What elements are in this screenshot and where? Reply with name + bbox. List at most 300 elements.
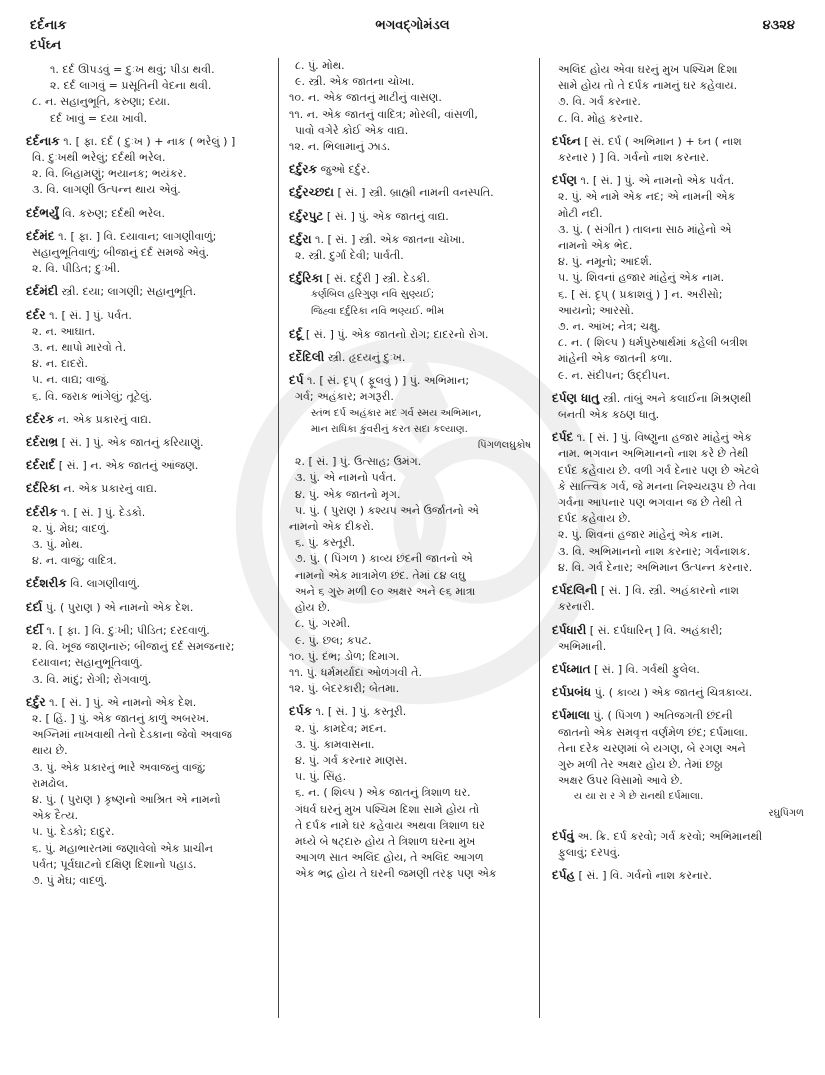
definition-text: ૪. પું. એક જાતનો મૃગ. (295, 487, 401, 501)
definition-text: વિ. કરુણ; દર્દથી ભરેલ. (58, 206, 165, 220)
definition-text: ૧. [ સં. ] પું. એ નામનો એક પર્વત. (576, 174, 735, 188)
headword: દર્દભર્યું (26, 205, 59, 220)
definition-text: ય યા રા ર ગે છે રાનથી દર્પમાલા. (574, 791, 704, 803)
definition-text: ૪. પું. ( પુરાણ ) કૃષ્ણનો આશ્રિત એ નામનો (32, 792, 221, 806)
dictionary-entry (289, 208, 531, 225)
definition-text: ૧૧. ન. એક જાતનું વાદિત્ર; મોરલી, વાંસળી, (289, 107, 478, 121)
headword: દર્દી (26, 622, 43, 637)
definition-text: થાય છે. (32, 744, 68, 758)
entry-line (26, 655, 270, 671)
headword: દર્દરક (26, 411, 55, 426)
definition-text: આયનો; આરસો. (558, 303, 634, 317)
definition-text: ૨. [ હિં. ] પું. એક જાતનું કાળું અબરખ. (32, 711, 210, 725)
definition-text: પાવો વગેરે કોઈ એક વાદ્ય. (295, 123, 409, 137)
dictionary-entry (552, 172, 804, 189)
headword: દર્દમંદ (26, 228, 55, 243)
definition-text: ૪. ન. વાજું; વાદિત્ર. (32, 554, 117, 568)
entry-line (26, 62, 270, 78)
definition-text: ૯. પું. છલ; કપટ. (295, 633, 372, 647)
definition-text: ૩. પું. મોથ. (32, 538, 83, 552)
entry-line (289, 753, 531, 769)
definition-text: પું. ( પુરાણ ) એ નામનો એક દેશ. (42, 600, 194, 614)
definition-text: ૯. ન. સંદીપન; ઉદ્દીપન. (558, 368, 671, 382)
entry-line (552, 599, 804, 615)
entry-line (26, 841, 270, 857)
entry-line (289, 422, 531, 438)
entry-line (26, 792, 270, 808)
definition-text: કરનાર ) ] વિ. ગર્વનો નાશ કરનાર. (558, 151, 710, 165)
entry-line (26, 389, 270, 405)
headword: દર્દમંદી (26, 284, 59, 299)
entry-line (289, 304, 531, 320)
definition-text: ૮. પું. મોથ. (295, 59, 345, 72)
headword: દર્પદલિની (552, 583, 598, 598)
definition-text: કર્ણબિલ હરિગુણ નવિ સુણ્યઈ; (311, 289, 435, 301)
headword: દર્પહ (552, 868, 576, 883)
definition-text: ૮. ન. ( શિલ્પ ) ધર્મપુરુષાર્થમાં કહેલી બત્રીશ (558, 336, 748, 350)
entry-line (26, 857, 270, 873)
entry-line (26, 245, 270, 261)
definition-text: અલિંદ હોય એવા ઘરનું મુખ પશ્ચિમ દિશા (558, 63, 738, 76)
entry-line (552, 238, 804, 254)
dictionary-entry (26, 228, 270, 245)
definition-text: ૫. પું. ( પુરાણ ) કશ્યપ અને ઉર્જાતનો એ (295, 503, 479, 517)
dictionary-entry (26, 283, 270, 300)
dictionary-entry (289, 231, 531, 248)
headword: દર્દેદિલી (289, 350, 325, 365)
entry-line (289, 503, 531, 519)
dictionary-entry (552, 684, 804, 701)
dictionary-entry (26, 307, 270, 324)
entry-line (552, 639, 804, 655)
headword: દર્દુરપુટ (289, 208, 324, 223)
headword: દર્દુરચ્છદા (289, 185, 334, 200)
definition-text: ગંધર્વ ઘરનું મુખ પશ્ચિમ દિશા સામે હોય તો (295, 802, 480, 816)
definition-text: નામનો એક માત્રામેળ છંદ. તેમાં ૮૪ લઘુ (295, 568, 466, 582)
entry-line (26, 537, 270, 553)
definition-text: ૧. [ સં. ] પું. પર્વત. (45, 308, 132, 322)
headword: દર્દુરિકા (289, 271, 323, 286)
definition-text: મધ્યે બે ષટ્દારુ હોય તે ત્રિશાળ ઘરના મુખ (295, 834, 476, 848)
entry-line (26, 808, 270, 824)
entry-line (552, 62, 804, 78)
entry-line (26, 639, 270, 655)
definition-text: ૪. પું. ગર્વ કરનાર માણસ. (295, 753, 408, 767)
entry-line (552, 741, 804, 757)
definition-text: દર્દ ખાવું = દયા ખાવી. (50, 111, 148, 125)
entry-line (552, 270, 804, 286)
entry-line (552, 446, 804, 462)
dictionary-entry (26, 411, 270, 428)
entry-line (289, 519, 531, 535)
entry-line (289, 584, 531, 600)
definition-text: [ સં. ] સ્ત્રી. બ્રાહ્મી નામની વનસ્પતિ. (333, 186, 494, 200)
definition-text: સહાનુભૂતિવાળું; બીજાનું દર્દ સમજે એવું. (32, 246, 210, 260)
definition-text: ગર્વના આપનાર પણ ભગવાન જ છે તેથી તે (558, 496, 743, 510)
definition-text: તે દર્પક નામે ઘર કહેવાય અથવા ત્રિશાળ ઘર (295, 818, 485, 832)
entry-line (289, 737, 531, 753)
entry-line (289, 600, 531, 616)
entry-line (26, 743, 270, 759)
entry-line (26, 776, 270, 792)
headword: દર્દુરા (289, 231, 312, 246)
dictionary-entry (552, 622, 804, 639)
dictionary-entry (26, 133, 270, 150)
headword: દર્દરિકા (26, 481, 60, 496)
definition-text: [ સં. ] પું. એક જાતનું વાદ્ય. (323, 209, 449, 223)
definition-text: ૬. વિ. જરાક ભાંગેલું; તૂટેલું. (32, 389, 153, 403)
definition-text: રઘુપિંગળ (768, 807, 804, 819)
definition-text: ૨. વિ. ખૂજ જાણનારું; બીજાનું દર્દ સમજનાર; (32, 640, 235, 654)
definition-text: ૩. વિ. માંદું; રોગી; રોગવાળું. (32, 672, 152, 686)
definition-text: કે સાત્ત્વિક ગર્વ, જે મનના નિશ્ચયરૂપ છે તેવા (558, 479, 756, 493)
entry-line (552, 560, 804, 576)
entry-line (289, 470, 531, 486)
entry-line (289, 769, 531, 785)
definition-text: ૬. ન. ( શિલ્પ ) એક જાતનું ત્રિશાળ ઘર. (295, 786, 471, 800)
dictionary-entry (552, 429, 804, 446)
definition-text: ૩. વિ. લાગણી ઉત્પન્ન થાય એવું. (32, 183, 181, 197)
definition-text: ૧. [ સં. દૃપ્ ( ફૂલવું ) ] પું. અભિમાન; (303, 374, 470, 388)
entry-line (552, 319, 804, 335)
entry-line (289, 850, 531, 866)
entry-line (289, 74, 531, 90)
entry-line (26, 261, 270, 277)
entry-line (26, 873, 270, 889)
dictionary-entry (26, 434, 270, 451)
dictionary-entry (26, 205, 270, 222)
dictionary-entry (289, 184, 531, 201)
entry-line (289, 681, 531, 697)
definition-text: ૨. પું. કામદેવ; મદન. (295, 721, 387, 735)
entry-line (26, 324, 270, 340)
entry-line (26, 340, 270, 356)
dictionary-entry (289, 703, 531, 720)
entry-line (26, 356, 270, 372)
entry-line (289, 568, 531, 584)
definition-text: વિ. દુઃખથી ભરેલું; દર્દથી ભરેલ. (32, 151, 166, 165)
headword: દર્પઘ્ન (552, 133, 581, 148)
definition-text: દર્પદ કહેવાય છે. વળી ગર્વ દેનાર પણ છે એટલે (558, 463, 760, 477)
definition-text: ૨. પું. શિવનાં હજાર માંહેનું એક નામ. (558, 528, 724, 542)
page-number: ૪૩૨૪ (762, 18, 795, 33)
entry-line (26, 727, 270, 743)
definition-text: ૧. [ સં. ] સ્ત્રી. એક જાતના ચોખા. (311, 232, 465, 246)
definition-text: ૬. પું. મહાભારતમાં જણાવેલો એક પ્રાચીન (32, 841, 213, 855)
definition-text: માંહેની એક જાતની કળા. (558, 352, 673, 366)
entry-line (26, 111, 270, 127)
entry-line (289, 834, 531, 850)
guide-word-last: દર્પઘ્ન (30, 38, 62, 53)
definition-text: ૪. પું. નમૂનો; આદર્શ. (558, 255, 653, 269)
definition-text: ૩. પું. એક પ્રકારનું ભારે અવાજનું વાજું; (32, 760, 206, 774)
headword: દર્પવું (552, 828, 574, 843)
definition-text: નામનો એક ભેદ. (558, 239, 633, 253)
entry-line (552, 111, 804, 127)
definition-text: અ. ક્રિ. દર્પ કરવો; ગર્વ કરવો; અભિમાનથી (573, 829, 763, 843)
definition-text: ૨. ન. આઘાત. (32, 324, 96, 338)
dictionary-entry (289, 372, 531, 389)
definition-text: ૩. પું. કામવાસના. (295, 737, 375, 751)
entry-line (552, 78, 804, 94)
definition-text: ૫. પું. દેડકો; દાદુર. (32, 825, 115, 839)
entry-line (552, 254, 804, 270)
definition-text: ૨. [ સં. ] પું. ઉત્સાહ; ઉમંગ. (295, 455, 422, 469)
entry-line (552, 303, 804, 319)
dictionary-entry (552, 133, 804, 150)
definition-text: આગળ સાત અલિંદ હોય, તે અલિંદ આગળ (295, 851, 484, 865)
entry-line (552, 351, 804, 367)
definition-text: જાતનો એક સમવૃત્ત વર્ણમેળ છંદ; દર્પમાલા. (558, 725, 749, 739)
definition-text: દર્પદ કહેવાય છે. (558, 512, 631, 526)
definition-text: ગુરુ મળી તેર અક્ષર હોય છે. તેમાં છઠ્ઠા (558, 757, 723, 771)
entry-line (289, 454, 531, 470)
entry-line (289, 107, 531, 123)
dictionary-entry (26, 622, 270, 639)
definition-text: ૮. વિ. મોહ કરનાર. (558, 111, 643, 125)
definition-text: દયાવાન; સહાનુભૂતિવાળું. (32, 656, 143, 670)
definition-text: ૧. દર્દ ઊપડવું = દુઃખ થવું; પીડા થવી. (50, 63, 215, 76)
dictionary-entry (26, 457, 270, 474)
entry-line (289, 665, 531, 681)
definition-text: સ્ત્રી. હૃદયનું દુઃખ. (324, 351, 406, 365)
dictionary-entry (289, 161, 531, 178)
entry-line (289, 721, 531, 737)
guide-word-first: દર્દનાક (30, 18, 67, 33)
headword: દર્પદ (552, 430, 574, 445)
definition-text: જિહ્વા દર્દુરિકા નવિ ભણ્યઈ. ભીમ (311, 305, 445, 317)
book-title: ભગવદ્ગોમંડલ (375, 18, 450, 33)
definition-text: ૧. [ ફા. ] વિ. દુઃખી; પીડિત; દરદવાળું. (42, 623, 210, 637)
definition-text: ૨. પું. એ નામે એક નદ; એ નામની એક (558, 190, 736, 204)
entry-line (552, 150, 804, 166)
definition-text: ૧૦. ન. એક જાતનું માટીનું વાસણ. (289, 91, 442, 105)
entry-line (289, 802, 531, 818)
definition-text: ૬. [ સં. દૃપ્ ( પ્રકાશવું ) ] ન. અરીસો; (558, 287, 723, 301)
entry-line (26, 166, 270, 182)
entry-line (289, 389, 531, 405)
entry-line (289, 785, 531, 801)
column-middle (278, 58, 540, 1018)
headword: દર્દર (26, 307, 46, 322)
entry-line (552, 789, 804, 805)
definition-text: ૧૨. ન. ભિલામાનું ઝાડ. (289, 140, 391, 154)
definition-text: સામે હોય તો તે દર્પક નામનું ઘર કહેવાય. (558, 79, 738, 93)
definition-text: ૧. [ સં. ] પું. વિષ્ણુના હજાર માંહેનું એક (573, 431, 752, 445)
headword: દર્પધ્માત (552, 661, 591, 676)
entry-line (552, 511, 804, 527)
entry-line (552, 189, 804, 205)
entry-line (289, 90, 531, 106)
definition-text: એક દૈત્ય. (32, 809, 79, 823)
definition-text: ૨. વિ. બિહામણું; ભયાનક; ભયંકર. (32, 167, 187, 181)
definition-text: ૧. [ સં. ] પું. કસ્તૂરી. (311, 705, 407, 719)
definition-text: ૭. ન. આંખ; નેત્ર; ચક્ષુ. (558, 320, 661, 334)
definition-text: કરનારી. (558, 600, 595, 614)
dictionary-entry (552, 661, 804, 678)
dictionary-entry (552, 867, 804, 884)
definition-text: રામઢોલ. (32, 776, 69, 790)
dictionary-entry (289, 349, 531, 366)
definition-text: ૮. પું. ગરમી. (295, 617, 351, 631)
definition-text: ગર્વ; અહંકાર; મગરૂરી. (295, 390, 394, 404)
entry-line (26, 553, 270, 569)
headword: દર્દુર (26, 694, 46, 709)
entry-line (289, 248, 531, 264)
page-header (0, 18, 825, 53)
definition-text: ૧. [ સં. ] પું. દેડકો. (57, 505, 146, 519)
definition-text: ૨. સ્ત્રી. દુર્ગા દેવી; પાર્વતી. (295, 249, 404, 263)
definition-text: અગ્નિમાં નાખવાથી તેનો દેડકાના જેવો અવાજ (32, 728, 232, 742)
definition-text: ૫. પું. શિવનાં હજાર માંહેનું એક નામ. (558, 271, 725, 285)
definition-text: ૫. પું. સિંહ. (295, 770, 347, 784)
definition-text: વિ. લાગણીવાળું. (66, 577, 141, 591)
entry-line (552, 222, 804, 238)
entry-line (26, 711, 270, 727)
headword: દર્પમાલા (552, 708, 590, 723)
entry-line (552, 94, 804, 110)
entry-line (26, 78, 270, 94)
definition-text: સ્તંભ દર્પ અહંકાર મદ ગર્વ સ્મય અભિમાન, (311, 407, 482, 419)
entry-line (552, 368, 804, 384)
dictionary-entry (552, 390, 804, 407)
entry-line (552, 544, 804, 560)
entry-line (26, 94, 270, 110)
headword: દર્પણ (552, 173, 577, 188)
dictionary-entry (552, 707, 804, 724)
dictionary-entry (26, 480, 270, 497)
definition-text: પું. ( કાવ્ય ) એક જાતનું ચિત્રકાવ્ય. (591, 686, 753, 700)
entry-line (552, 407, 804, 423)
headword: દર્પધારી (552, 622, 587, 637)
definition-text: [ સં. ] વિ. સ્ત્રી. અહંકારનો નાશ (597, 584, 740, 598)
headword: દર્દનાક (26, 133, 60, 148)
entry-line (26, 824, 270, 840)
dictionary-entry (289, 326, 531, 343)
definition-text: ૧૦. પું. દંભ; ડોળ; દિમાગ. (289, 649, 400, 663)
headword: દર્દશરીક (26, 576, 67, 591)
definition-text: ૧. [ ફા. ] વિ. દયાવાન; લાગણીવાળું; (54, 229, 217, 243)
definition-text: ન. એક પ્રકારનું વાદ્ય. (59, 482, 158, 496)
column-left (26, 62, 270, 1067)
entry-line (26, 182, 270, 198)
definition-text: [ સં. ] પું. એક જાતનું કરિયાણું. (58, 436, 204, 450)
definition-text: ફુલાવું; દરપવું. (558, 845, 621, 859)
entry-line (289, 438, 531, 454)
entry-line (552, 206, 804, 222)
entry-line (289, 58, 531, 74)
entry-line (26, 760, 270, 776)
entry-line (26, 672, 270, 688)
entry-line (289, 551, 531, 567)
definition-text: ૪. ન. દાદરો. (32, 357, 88, 371)
headword: દર્દરીક (26, 504, 58, 519)
definition-text: ૩. પું. ( સંગીત ) તાલના સાઠ માંહેનો એ (558, 222, 732, 236)
entry-line (552, 495, 804, 511)
definition-text: ૧૨. પું. બેદરકારી; બેતમા. (289, 682, 400, 696)
entry-line (26, 372, 270, 388)
entry-line (289, 866, 531, 882)
definition-text: નામનો એક દીકરો. (289, 520, 374, 534)
definition-text: ન. એક પ્રકારનું વાદ્ય. (54, 412, 152, 426)
dictionary-entry (552, 582, 804, 599)
definition-text: મોટી નદી. (558, 206, 603, 220)
headword: દર્પપ્રબંધ (552, 685, 592, 700)
entry-line (552, 725, 804, 741)
definition-text: ૪. વિ. ગર્વ દેનાર; અભિમાન ઉત્પન્ન કરનાર. (558, 560, 753, 574)
headword: દર્દા (26, 599, 43, 614)
definition-text: ૧. [ ફા. દર્દ ( દુઃખ ) + નાક ( ભરેલું ) ] (59, 134, 236, 148)
entry-line (552, 757, 804, 773)
definition-text: એક ભદ્ર હોય તે ઘરની જમણી તરફ પણ એક (295, 867, 497, 881)
definition-text: [ સં. ] વિ. ગર્વથી ફુલેલ. (590, 662, 700, 676)
entry-line (552, 287, 804, 303)
definition-text: અક્ષર ઉપર વિસામો આવે છે. (558, 774, 683, 788)
entry-line (289, 406, 531, 422)
dictionary-entry (26, 599, 270, 616)
definition-text: ૧. [ સં. ] પું. એ નામનો એક દેશ. (45, 695, 197, 709)
definition-text: ૬. પું. કસ્તૂરી. (295, 536, 356, 550)
entry-line (26, 150, 270, 166)
headword: દર્દરાભ્ર (26, 435, 59, 450)
dictionary-entry (26, 504, 270, 521)
entry-line (552, 806, 804, 822)
definition-text: ૯. સ્ત્રી. એક જાતના ચોખા. (295, 75, 415, 89)
definition-text: સ્ત્રી. દયા; લાગણી; સહાનુભૂતિ. (58, 285, 197, 299)
definition-text: ૭. પું મેઘ; વાદળું. (32, 873, 108, 887)
definition-text: ૭. વિ. ગર્વ કરનાર. (558, 95, 641, 109)
entry-line (289, 633, 531, 649)
definition-text: પર્વત; પૂર્વઘાટનો દક્ષિણ દિશાનો પહાડ. (32, 857, 197, 871)
entry-line (26, 521, 270, 537)
entry-line (289, 487, 531, 503)
definition-text: [ સં. ] ન. એક જાતનું આંજણ. (55, 459, 199, 473)
definition-text: નામ. ભગવાન અભિમાનનો નાશ કરે છે તેથી (558, 447, 749, 461)
definition-text: ૨. દર્દ લાગવું = પ્રસૂતિની વેદના થવી. (50, 79, 212, 93)
entry-line (552, 527, 804, 543)
entry-line (552, 335, 804, 351)
dictionary-entry (26, 694, 270, 711)
entry-line (289, 616, 531, 632)
dictionary-entry (26, 575, 270, 592)
definition-text: પિંગળલઘુકોષ (477, 440, 531, 452)
entry-line (289, 287, 531, 303)
definition-text: [ સં. દર્દુરી ] સ્ત્રી. દેડકી. (322, 272, 430, 286)
definition-text: ૮. ન. સહાનુભૂતિ, કરુણા; દયા. (32, 95, 171, 109)
definition-text: ૩. ન. થાપો મારવો તે. (32, 341, 127, 355)
definition-text: તેના દરેક ચરણમાં બે યગણ, બે રગણ અને (558, 741, 746, 755)
headword: દર્પ (289, 373, 304, 388)
definition-text: પું. ( પિંગળ ) અતિજગતી છંદની (589, 709, 733, 723)
entry-line (289, 818, 531, 834)
dictionary-entry (552, 828, 804, 845)
definition-text: હોય છે. (295, 601, 331, 615)
definition-text: ૩. પું. એ નામનો પર્વત. (295, 471, 397, 485)
definition-text: ૫. ન. વાદ્ય; વાજું. (32, 373, 110, 387)
entry-line (289, 649, 531, 665)
definition-text: અભિમાની. (558, 639, 607, 653)
entry-line (552, 845, 804, 861)
definition-text: ૧૧. પું. ધર્મમર્યાદા ઓળંગવી તે. (289, 665, 422, 679)
definition-text: સ્ત્રી. તાંબું અને કલાઈના મિશ્રણથી (599, 391, 752, 405)
definition-text: ૨. વિ. પીડિત; દુઃખી. (32, 262, 121, 276)
entry-line (289, 123, 531, 139)
definition-text: જુઓ દર્દુર. (317, 163, 370, 177)
entry-line (289, 139, 531, 155)
entry-line (552, 463, 804, 479)
headword: દર્પણ ધાતુ (552, 390, 600, 405)
definition-text: ૭. પું. ( પિંગળ ) કાવ્ય છંદની જાતનો એ (295, 552, 473, 566)
